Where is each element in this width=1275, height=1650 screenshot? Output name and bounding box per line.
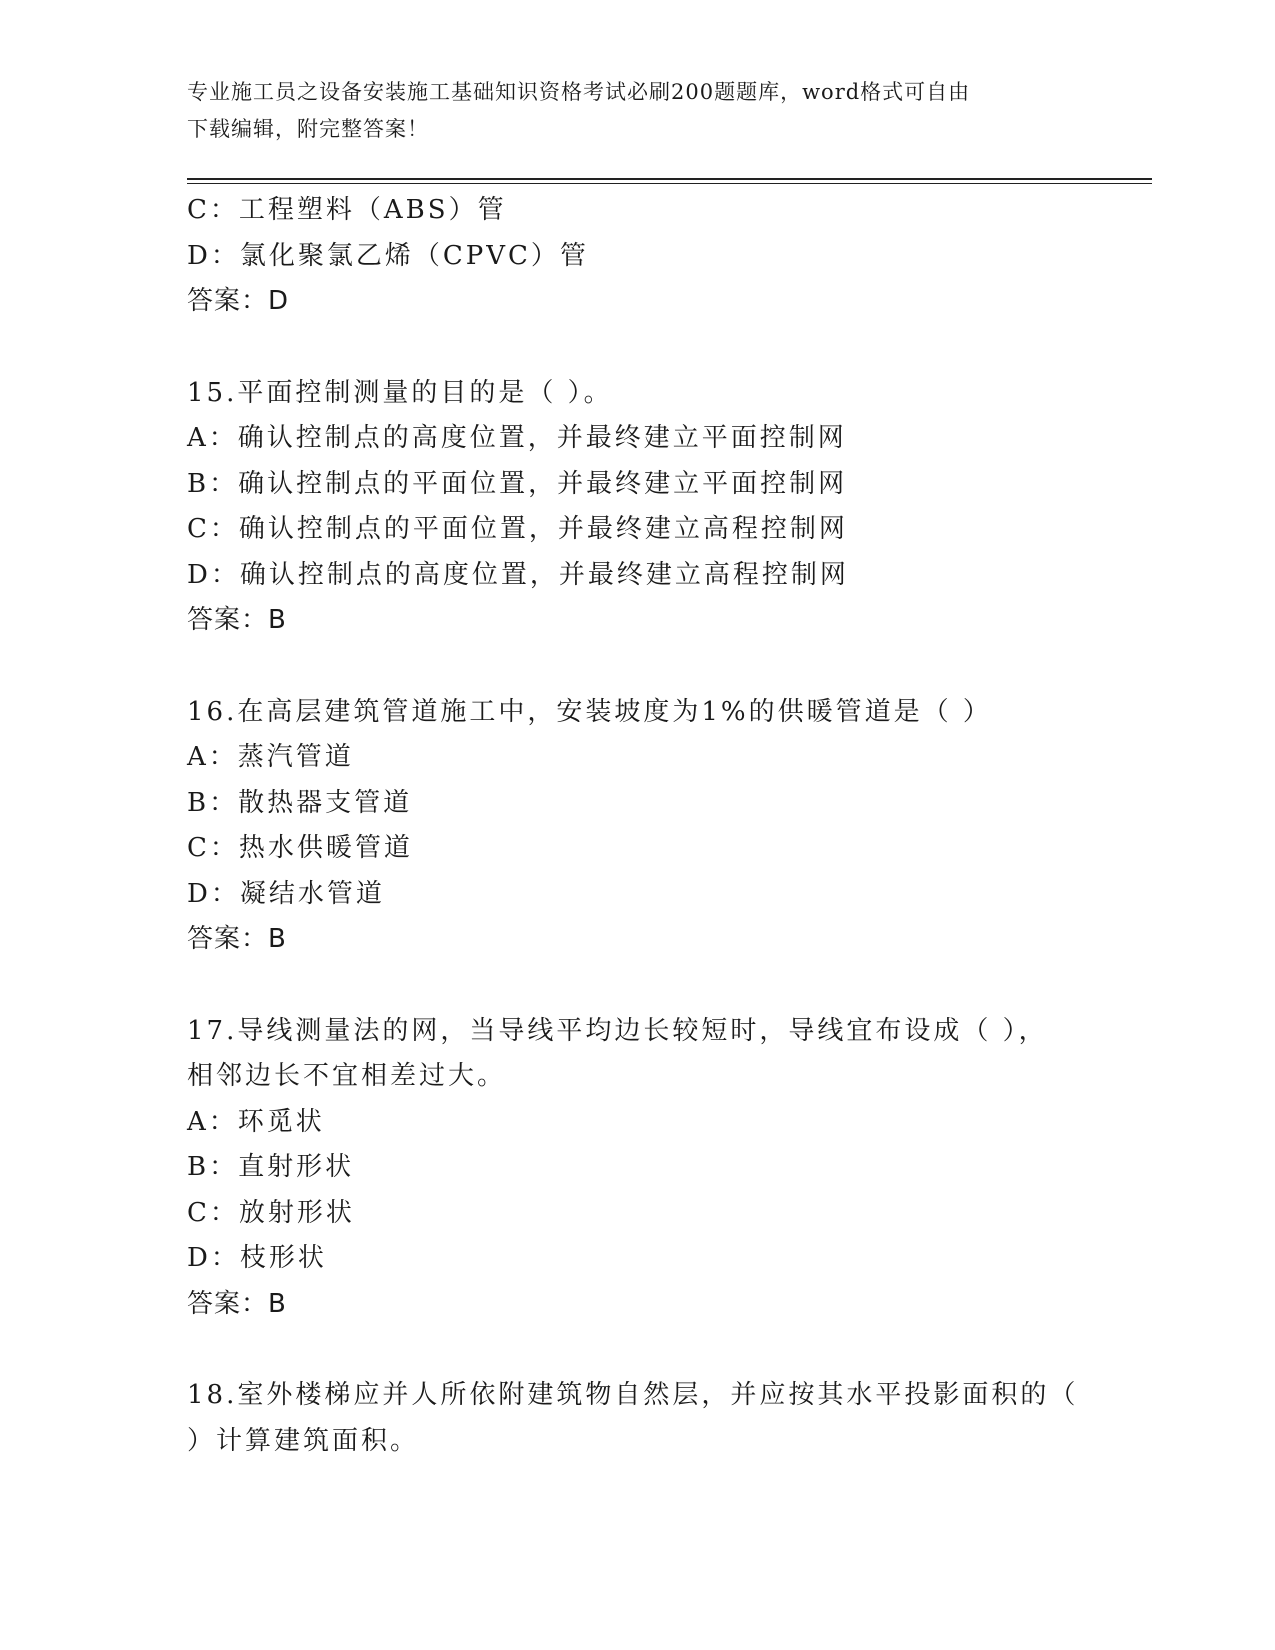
option-c: C：热水供暖管道	[187, 833, 413, 863]
question-stem-line-2: 相邻边长不宜相差过大。	[187, 1061, 507, 1091]
option-d: D：氯化聚氯乙烯（CPVC）管	[187, 240, 589, 271]
option-d: D：枝形状	[187, 1243, 327, 1273]
spacer	[187, 963, 1087, 1009]
option-c: C：确认控制点的平面位置，并最终建立高程控制网	[187, 514, 848, 544]
header-line-2: 下载编辑，附完整答案！	[187, 117, 429, 141]
question-stem-line-1: 18.室外楼梯应并人所依附建筑物自然层，并应按其水平投影面积的（	[187, 1380, 1079, 1410]
header-rule-thin	[187, 183, 1152, 184]
header-line-1: 专业施工员之设备安装施工基础知识资格考试必刷200题题库，word格式可自由	[187, 80, 971, 104]
option-b: B：直射形状	[187, 1152, 355, 1182]
answer-line: 答案：B	[187, 1288, 287, 1319]
option-c: C：工程塑料（ABS）管	[187, 195, 507, 225]
question-content	[187, 188, 1087, 1464]
option-a: A：蒸汽管道	[187, 742, 354, 772]
answer-line: 答案：B	[187, 924, 287, 954]
answer-line: 答案：B	[187, 605, 287, 635]
question-14-tail	[187, 188, 1087, 325]
question-17	[187, 1009, 1087, 1328]
spacer	[187, 325, 1087, 371]
spacer	[187, 1327, 1087, 1373]
question-stem-line-1: 17.导线测量法的网，当导线平均边长较短时，导线宜布设成（ ），	[187, 1015, 1048, 1046]
question-stem: 16.在高层建筑管道施工中，安装坡度为1%的供暖管道是（ ）	[187, 696, 992, 727]
option-a: A：确认控制点的高度位置，并最终建立平面控制网	[187, 423, 847, 453]
answer-line: 答案：D	[187, 286, 290, 316]
header-rule-thick	[187, 178, 1152, 180]
question-15	[187, 371, 1087, 644]
option-b: B：散热器支管道	[187, 787, 413, 818]
question-16	[187, 690, 1087, 963]
option-b: B：确认控制点的平面位置，并最终建立平面控制网	[187, 468, 848, 499]
option-a: A：环觅状	[187, 1106, 325, 1137]
question-stem-line-2: ）计算建筑面积。	[187, 1425, 420, 1456]
document-header	[187, 74, 1087, 148]
spacer	[187, 644, 1087, 690]
option-d: D：确认控制点的高度位置，并最终建立高程控制网	[187, 559, 849, 590]
question-18	[187, 1373, 1087, 1464]
option-d: D：凝结水管道	[187, 878, 385, 909]
option-c: C：放射形状	[187, 1197, 355, 1228]
question-stem: 15.平面控制测量的目的是（ ）。	[187, 377, 613, 408]
